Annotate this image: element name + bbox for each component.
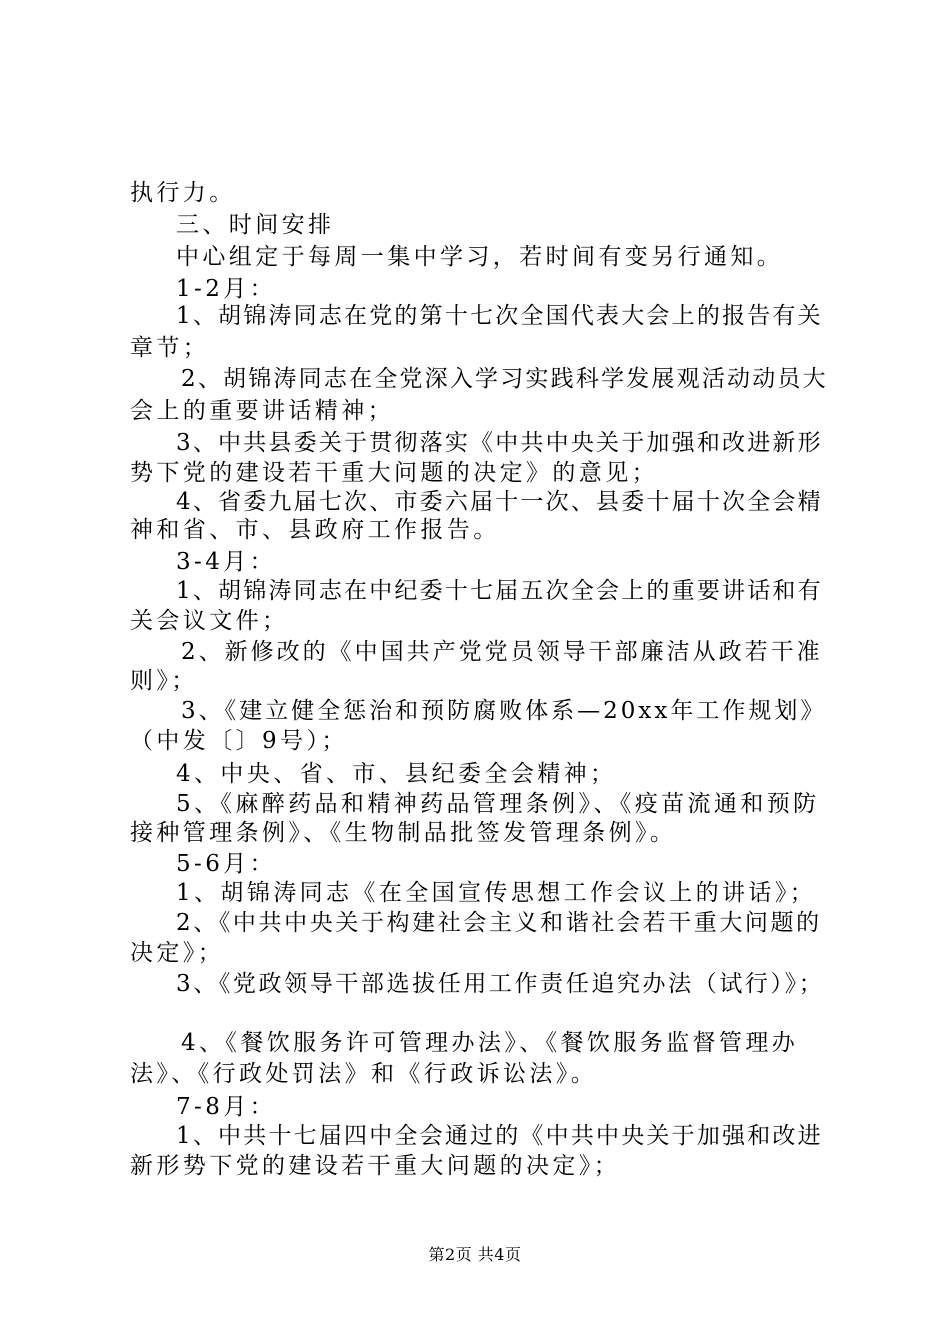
list-item-line: 4、省委九届七次、市委六届十一次、县委十届十次全会精 xyxy=(176,489,823,515)
page-footer: 第2页 共4页 xyxy=(428,1245,522,1264)
body-line: 执行力。 xyxy=(130,180,236,206)
list-item-line: 1、胡锦涛同志《在全国宣传思想工作会议上的讲话》； xyxy=(176,880,817,906)
list-item-line: 1、胡锦涛同志在中纪委十七届五次全会上的重要讲话和有 xyxy=(176,578,823,604)
list-item-line: 神和省、市、县政府工作报告。 xyxy=(130,517,500,543)
body-line: 中心组定于每周一集中学习，若时间有变另行通知。 xyxy=(176,244,784,270)
list-item-line: 2、《中共中央关于构建社会主义和谐社会若干重大问题的 xyxy=(176,910,822,936)
month-heading: 7-8月： xyxy=(176,1094,277,1120)
list-item-line: 3、《建立健全惩治和预防腐败体系—20xx年工作规划》 xyxy=(181,698,827,724)
month-heading: 1-2月： xyxy=(176,276,277,302)
month-heading: 5-6月： xyxy=(176,851,277,877)
list-item-line: 势下党的建设若干重大问题的决定》的意见； xyxy=(130,460,658,486)
section-heading: 三、时间安排 xyxy=(176,212,335,238)
list-item-line: 新形势下党的建设若干重大问题的决定》； xyxy=(130,1153,621,1179)
list-item-line: 2、胡锦涛同志在全党深入学习实践科学发展观活动动员大 xyxy=(181,366,828,392)
list-item-line: 4、《餐饮服务许可管理办法》、《餐饮服务监督管理办 xyxy=(181,1030,799,1056)
list-item-line: 接种管理条例》、《生物制品批签发管理条例》。 xyxy=(130,820,677,846)
list-item-line: 会上的重要讲话精神； xyxy=(130,398,394,424)
month-heading: 3-4月： xyxy=(176,549,277,575)
list-item-line: 1、胡锦涛同志在党的第十七次全国代表大会上的报告有关 xyxy=(176,303,823,329)
list-item-line: 3、中共县委关于贯彻落实《中共中央关于加强和改进新形 xyxy=(176,430,823,456)
list-item-line: 章节； xyxy=(130,335,210,361)
list-item-line: 则》； xyxy=(130,668,198,694)
list-item-line: 5、《麻醉药品和精神药品管理条例》、《疫苗流通和预防 xyxy=(176,791,820,817)
list-item-line: 3、《党政领导干部选拔任用工作责任追究办法（试行）》； xyxy=(176,971,825,997)
list-item-line: （中发〔〕9号）； xyxy=(130,728,348,754)
list-item-line: 决定》； xyxy=(130,940,225,966)
list-item-line: 1、中共十七届四中全会通过的《中共中央关于加强和改进 xyxy=(176,1123,823,1149)
list-item-line: 4、中央、省、市、县纪委全会精神； xyxy=(176,761,617,787)
list-item-line: 关会议文件； xyxy=(130,608,289,634)
list-item-line: 2、新修改的《中国共产党党员领导干部廉洁从政若干准 xyxy=(181,639,823,665)
list-item-line: 法》、《行政处罚法》和《行政诉讼法》。 xyxy=(130,1061,598,1087)
